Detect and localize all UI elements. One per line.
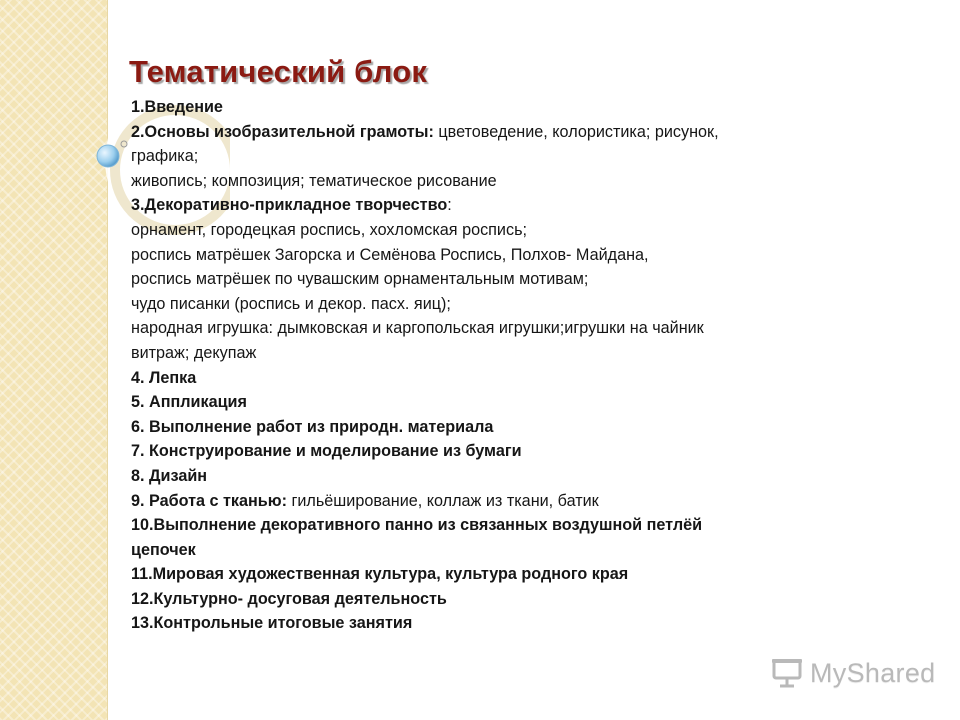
topic-line-bold: 1.Введение xyxy=(131,98,223,116)
topic-line xyxy=(131,538,931,563)
topic-line xyxy=(131,341,931,366)
topic-line-bold: 3.Декоративно-прикладное творчество xyxy=(131,196,448,215)
topic-line xyxy=(131,562,931,587)
topic-line-text: графика; xyxy=(131,147,199,166)
topic-line-bold: 12.Культурно- досуговая деятельность xyxy=(131,589,447,608)
topic-line-bold: цепочек xyxy=(131,540,196,559)
topic-line xyxy=(131,439,931,464)
topic-line-bold: 5. Аппликация xyxy=(131,393,247,412)
topic-line-text: гильёширование, коллаж из ткани, батик xyxy=(286,491,599,510)
topic-line-text: цветоведение, колористика; рисунок, xyxy=(433,122,719,141)
topic-line-text: орнамент, городецкая роспись, хохломская роспись; xyxy=(131,220,527,239)
topic-line xyxy=(131,95,931,120)
topic-line xyxy=(131,464,931,489)
watermark-text: MyShared xyxy=(810,657,936,688)
topic-line xyxy=(131,169,931,194)
presentation-board-icon xyxy=(770,658,804,688)
topic-line xyxy=(131,292,931,317)
topic-line-text: витраж; декупаж xyxy=(131,343,257,362)
topic-line xyxy=(131,513,931,538)
topic-line xyxy=(131,144,931,169)
topic-line-bold: 7. Конструирование и моделирование из бумаги xyxy=(131,442,522,461)
topic-line-bold: 2.Основы изобразительной грамоты: xyxy=(131,122,434,141)
topic-line-text: живопись; композиция; тематическое рисование xyxy=(131,171,497,190)
topic-line xyxy=(131,489,931,514)
topic-line-text: чудо писанки (роспись и декор. пасх. яиц); xyxy=(131,294,451,313)
topic-line xyxy=(131,415,931,440)
topic-line xyxy=(131,193,931,218)
topic-line-bold: 4. Лепка xyxy=(131,368,197,387)
topic-line-text: роспись матрёшек Загорска и Семёнова Роспись, Полхов- Майдана, xyxy=(131,245,649,264)
topic-line xyxy=(131,390,931,415)
topic-line-bold: 10.Выполнение декоративного панно из связанных воздушной петлёй xyxy=(131,516,703,535)
slide-title: Тематический блок xyxy=(129,54,428,89)
topic-line-bold: 8. Дизайн xyxy=(131,466,208,485)
topic-line-text: роспись матрёшек по чувашским орнаментальным мотивам; xyxy=(131,270,589,289)
topic-list xyxy=(131,95,931,636)
topic-line xyxy=(131,366,931,391)
topic-line-bold: 11.Мировая художественная культура, культура родного края xyxy=(131,565,629,584)
topic-line xyxy=(131,243,931,268)
topic-line xyxy=(131,587,931,612)
blue-dot xyxy=(97,145,119,167)
topic-line xyxy=(131,267,931,292)
topic-line-bold: 6. Выполнение работ из природн. материала xyxy=(131,417,494,436)
topic-line-bold: 9. Работа с тканью: xyxy=(131,491,287,510)
topic-line-text: : xyxy=(447,196,452,215)
topic-line xyxy=(131,316,931,341)
topic-line xyxy=(131,218,931,243)
topic-line-bold: 13.Контрольные итоговые занятия xyxy=(131,614,413,633)
topic-line-text: народная игрушка: дымковская и каргопольская игрушки;игрушки на чайник xyxy=(131,319,704,338)
topic-line xyxy=(131,611,931,636)
topic-line xyxy=(131,120,931,145)
watermark-logo xyxy=(770,655,935,691)
